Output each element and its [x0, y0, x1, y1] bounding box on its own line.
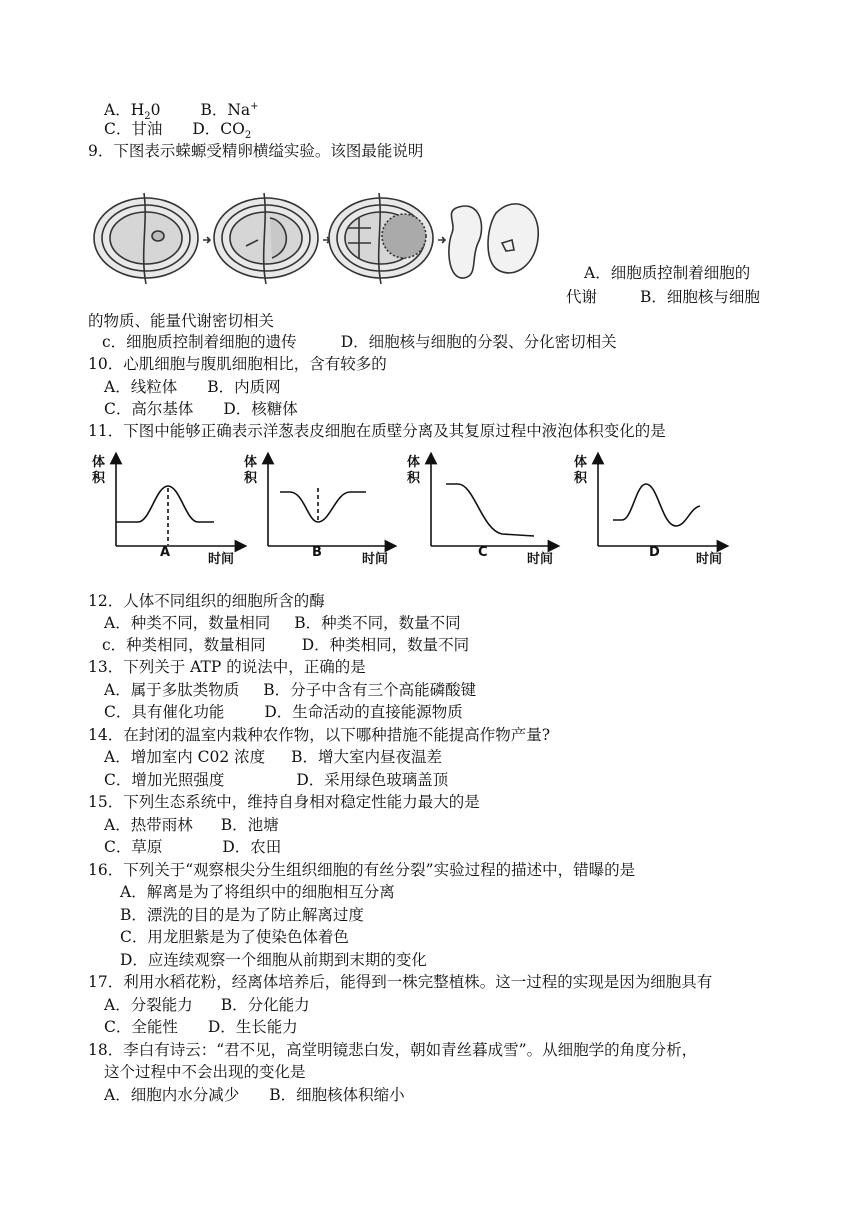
- q17-option-b: B．分化能力: [220, 996, 310, 1014]
- q11-graph-d-letter: D: [649, 545, 660, 560]
- q18-option-b: B．细胞核体积缩小: [269, 1086, 405, 1104]
- q17-option-a: A．分裂能力: [104, 996, 193, 1014]
- q11-graph-d-x-label: 时间: [696, 552, 723, 567]
- q9-option-c: c．细胞质控制着细胞的遗传: [102, 333, 297, 351]
- q8-option-b: B．Na+: [200, 101, 259, 120]
- q9-option-a-part2: 代谢: [566, 288, 598, 306]
- q9-option-row-2: [102, 331, 617, 353]
- q11-graph-d: [598, 458, 723, 546]
- q15-stem: 15．下列生态系统中，维持自身相对稳定性能力最大的是: [88, 793, 480, 811]
- q16-option-b: B．漂洗的目的是为了防止解离过度: [120, 906, 364, 924]
- q10-option-row-2: [104, 398, 298, 420]
- q15-option-row-1: [104, 814, 279, 836]
- q17-option-row-1: [104, 994, 310, 1016]
- q10-option-b: B．内质网: [207, 378, 281, 396]
- q13-option-a: A．属于多肽类物质: [104, 681, 240, 699]
- q16-option-d: D．应连续观察一个细胞从前期到末期的变化: [120, 951, 427, 969]
- q15-option-a: A．热带雨林: [104, 816, 193, 834]
- q15-option-row-2: [104, 836, 281, 858]
- q16-option-c: C．用龙胆紫是为了使染色体着色: [120, 928, 349, 946]
- q12-option-d: D．种类相同，数量不同: [301, 636, 470, 654]
- q14-stem: 14．在封闭的温室内栽种农作物，以下哪种措施不能提高作物产量?: [88, 726, 551, 744]
- q11-graph-a: [116, 458, 241, 546]
- q12-stem: 12．人体不同组织的细胞所含的酶: [88, 592, 325, 610]
- q14-option-a: A．增加室内 C02 浓度: [104, 748, 266, 766]
- q13-stem: 13．下列关于 ATP 的说法中，正确的是: [88, 658, 366, 676]
- q12-option-c: c．种类相同，数量相同: [102, 636, 266, 654]
- q11-graph-c: [431, 458, 554, 546]
- q10-option-a: A．线粒体: [104, 378, 178, 396]
- q9-option-b-part1: B．细胞核与细胞: [640, 288, 760, 306]
- q16-option-a: A．解离是为了将组织中的细胞相互分离: [120, 883, 395, 901]
- q10-option-d: D．核糖体: [223, 400, 298, 418]
- q10-option-row-1: [104, 376, 281, 398]
- q8-option-c: C．甘油: [104, 120, 163, 138]
- q11-graph-b: [268, 458, 391, 546]
- q11-graph-a-y-label-2: 积: [92, 471, 106, 486]
- q10-option-c: C．高尔基体: [104, 400, 194, 418]
- q9-option-d: D．细胞核与细胞的分裂、分化密切相关: [340, 333, 617, 351]
- q13-option-row-1: [104, 679, 476, 701]
- q8-option-a: A．$H_20$: [104, 101, 161, 123]
- q14-option-b: B．增大室内昼夜温差: [291, 748, 443, 766]
- q13-option-c: C．具有催化功能: [104, 703, 225, 721]
- q9-stem: 9．下图表示蝾螈受精卵横缢实验。该图最能说明: [88, 142, 424, 160]
- q11-graph-b-y-label-2: 积: [244, 471, 258, 486]
- q11-graph-b-x-label: 时间: [362, 552, 389, 567]
- q15-option-d: D．农田: [222, 838, 282, 856]
- q17-option-d: D．生长能力: [207, 1018, 298, 1036]
- q11-graph-b-y-label-1: 体: [244, 455, 258, 470]
- q14-option-row-1: [104, 746, 442, 768]
- q11-stem: 11．下图中能够正确表示洋葱表皮细胞在质壁分离及其复原过程中液泡体积变化的是: [88, 422, 666, 440]
- q9-option-a-part1: A．细胞质控制着细胞的: [584, 264, 751, 282]
- q9-egg-ligation-figure: [86, 188, 546, 288]
- q11-graph-c-letter: C: [478, 545, 488, 560]
- q12-option-row-1: [104, 612, 461, 634]
- q14-option-row-2: [104, 769, 448, 791]
- q11-graphs-figure: [86, 450, 746, 575]
- q8-option-d: D．$CO_2$: [192, 120, 252, 142]
- q14-option-c: C．增加光照强度: [104, 771, 225, 789]
- q11-graph-b-letter: B: [312, 545, 322, 560]
- q17-option-row-2: [104, 1016, 298, 1038]
- q13-option-d: D．生命活动的直接能源物质: [264, 703, 463, 721]
- q17-option-c: C．全能性: [104, 1018, 178, 1036]
- q12-option-a: A．种类不同，数量相同: [104, 614, 271, 632]
- q18-stem-line-1: 18．李白有诗云：“君不见，高堂明镜悲白发，朝如青丝暮成雪”。从细胞学的角度分析，: [88, 1041, 698, 1059]
- q11-graph-a-x-label: 时间: [208, 552, 235, 567]
- q11-graph-c-y-label-1: 体: [407, 455, 421, 470]
- q18-stem-line-2: 这个过程中不会出现的变化是: [104, 1063, 306, 1081]
- q13-option-row-2: [104, 701, 463, 723]
- q14-option-d: D．采用绿色玻璃盖顶: [296, 771, 449, 789]
- q12-option-b: B．种类不同，数量不同: [294, 614, 461, 632]
- q11-graph-c-y-label-2: 积: [407, 471, 421, 486]
- q11-graph-d-y-label-1: 体: [574, 455, 588, 470]
- q11-graph-c-x-label: 时间: [527, 552, 554, 567]
- q11-graph-d-y-label-2: 积: [574, 471, 588, 486]
- q12-option-row-2: [102, 634, 469, 656]
- q13-option-b: B．分子中含有三个高能磷酸键: [263, 681, 477, 699]
- q15-option-c: C．草原: [104, 838, 163, 856]
- q15-option-b: B．池塘: [220, 816, 279, 834]
- q11-graph-a-letter: A: [160, 545, 171, 560]
- q9-option-b-part2: 的物质、能量代谢密切相关: [88, 312, 275, 330]
- q16-stem: 16．下列关于“观察根尖分生组织细胞的有丝分裂”实验过程的描述中，错曝的是: [88, 861, 636, 879]
- q17-stem: 17．利用水稻花粉，经离体培养后，能得到一株完整植株。这一过程的实现是因为细胞具有: [88, 973, 713, 991]
- q18-option-row-1: [104, 1084, 405, 1106]
- q11-graph-a-y-label-1: 体: [92, 455, 106, 470]
- q10-stem: 10．心肌细胞与腹肌细胞相比，含有较多的: [88, 355, 387, 373]
- q18-option-a: A．细胞内水分减少: [104, 1086, 240, 1104]
